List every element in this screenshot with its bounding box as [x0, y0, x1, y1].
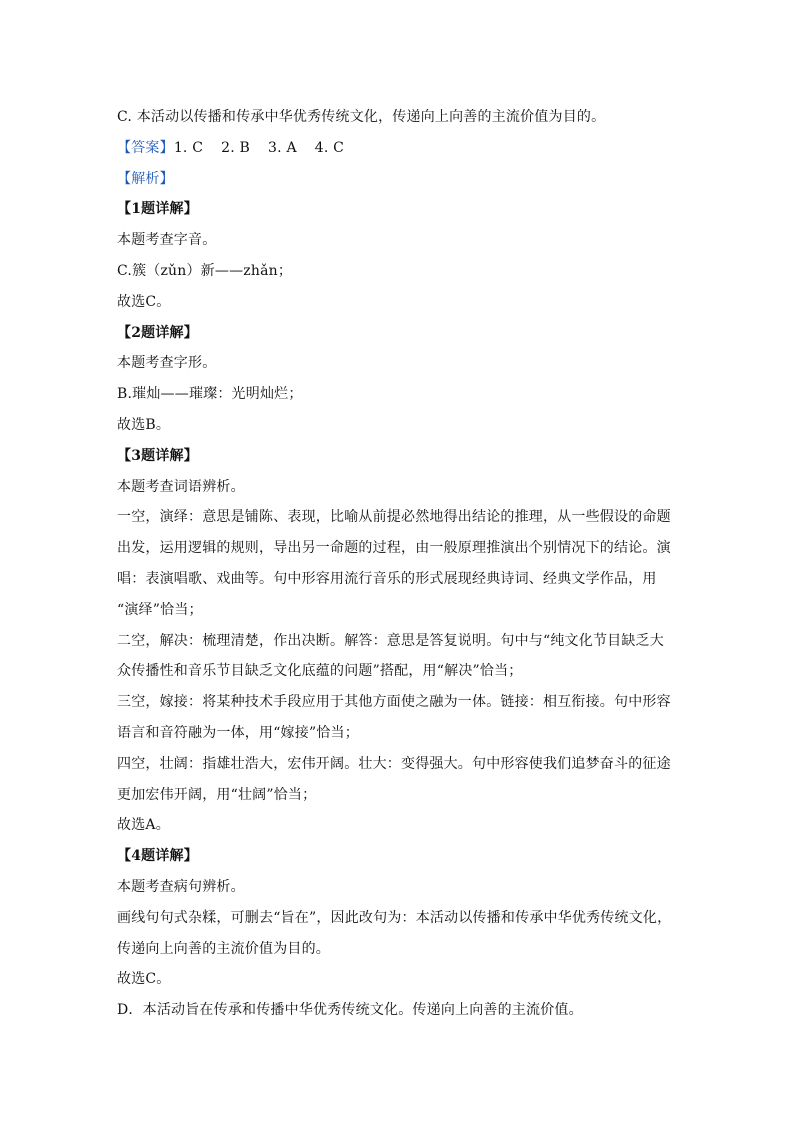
- q3-paragraph-line: 二空，解决：梳理清楚，作出决断。解答：意思是答复说明。句中与“纯文化节目缺乏大: [117, 632, 664, 649]
- q4-paragraph-line: 传递向上向善的主流价值为目的。: [117, 940, 330, 957]
- answer-item: 2. B: [221, 139, 251, 156]
- q2-conclusion: 故选B。: [117, 416, 171, 433]
- q1-topic: 本题考查字音。: [117, 232, 217, 249]
- section-heading-q3: 【3题详解】: [117, 447, 198, 464]
- section-heading-q1: 【1题详解】: [117, 201, 198, 218]
- analysis-label: 【解析】: [117, 170, 174, 187]
- answer-line: [117, 133, 677, 164]
- q1-conclusion: 故选C。: [117, 293, 171, 310]
- q3-topic: 本题考查词语辨析。: [117, 478, 245, 495]
- q3-paragraph-line: “演绎”恰当；: [117, 601, 203, 618]
- q4-paragraph-line: 画线句句式杂糅，可删去“旨在”，因此改句为：本活动以传播和传承中华优秀传统文化，: [117, 909, 672, 926]
- answer-item: 3. A: [268, 139, 297, 156]
- section-heading-q4: 【4题详解】: [117, 848, 198, 865]
- q2-explanation: B.璀灿——璀璨：光明灿烂；: [117, 386, 303, 403]
- q2-topic: 本题考查字形。: [117, 355, 217, 372]
- q3-paragraph-line: 三空，嫁接：将某种技术手段应用于其他方面使之融为一体。链接：相互衔接。句中形容: [117, 694, 671, 711]
- q3-paragraph-line: 更加宏伟开阔，用“壮阔”恰当；: [117, 786, 317, 803]
- q3-conclusion: 故选A。: [117, 817, 170, 834]
- q3-paragraph-line: 出发，运用逻辑的规则，导出另一命题的过程，由一般原理推演出个别情况下的结论。演: [117, 540, 671, 557]
- document-page: [117, 102, 677, 1026]
- answer-item: 1. C: [173, 139, 204, 156]
- q1-explanation: C.簇（zǔn）新——zhǎn；: [117, 262, 293, 279]
- answer-label: 【答案】: [117, 139, 174, 156]
- q3-paragraph-line: 众传播性和音乐节目缺乏文化底蕴的问题”搭配，用“解决”恰当；: [117, 663, 523, 680]
- q3-paragraph-line: 语言和音符融为一体，用“嫁接”恰当；: [117, 724, 359, 741]
- q4-topic: 本题考查病句辨析。: [117, 878, 245, 895]
- option-d-line: D．本活动旨在传承和传播中华优秀传统文化。传递向上向善的主流价值。: [117, 1002, 583, 1019]
- answer-items: [174, 140, 344, 156]
- section-heading-q2: 【2题详解】: [117, 324, 198, 341]
- q3-paragraph-line: 唱：表演唱歌、戏曲等。句中形容用流行音乐的形式展现经典诗词、经典文学作品，用: [117, 570, 657, 587]
- q3-paragraph-line: 一空，演绎：意思是铺陈、表现，比喻从前提必然地得出结论的推理，从一些假设的命题: [117, 509, 671, 526]
- q3-paragraph-line: 四空，壮阔：指雄壮浩大，宏伟开阔。壮大：变得强大。句中形容使我们追梦奋斗的征途: [117, 755, 671, 772]
- q4-conclusion: 故选C。: [117, 971, 171, 988]
- answer-item: 4. C: [314, 139, 345, 156]
- option-c-line: C. 本活动以传播和传承中华优秀传统文化，传递向上向善的主流价值为目的。: [117, 109, 606, 125]
